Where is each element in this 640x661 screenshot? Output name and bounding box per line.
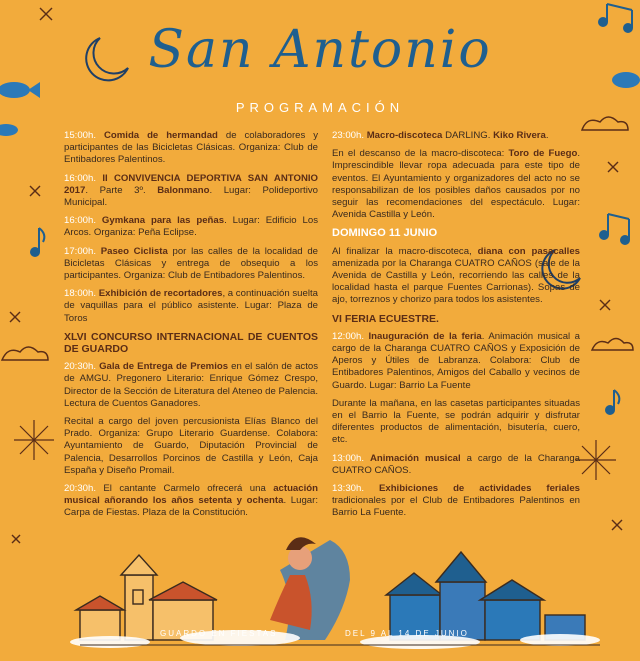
program-entry: En el descanso de la macro-discoteca: Toro de Fuego. Imprescindible llevar ropa adecuada para este tipo de eventos. El Ayuntamiento y organizadores del acto no se responsabilizan de los posibles daños causados por no seguir las recomendaciones del espectáculo. Lugar: Avenida Castilla y León.	[332, 148, 581, 221]
program-entry: 15:00h. Comida de hermandad de colaboradores y participantes de las Bicicletas Clásicas. Organiza: Club de Entibadores Palentinos.	[64, 130, 318, 166]
program-entry: 20:30h. Gala de Entrega de Premios en el salón de actos de AMGU. Pregonero Literario: Enrique Gómez Crespo, Director de la Sección de Literatura del Ateneo de Palencia. Lectura de Cuentos Ganadores.	[64, 361, 318, 409]
music-note-icon	[606, 390, 619, 414]
program-entry: 20:30h. El cantante Carmelo ofrecerá una actuación musical añorando los años setenta y ochenta. Lugar: Carpa de Fiestas. Plaza de la Constitución.	[64, 483, 318, 519]
program-entry: 16:00h. Gymkana para las peñas. Lugar: Edificio Los Arcos. Organiza: Peña Eclipse.	[64, 215, 318, 239]
music-note-icon	[31, 228, 44, 256]
cloud-icon	[592, 339, 633, 351]
program-entry: 13:30h. Exhibiciones de actividades feriales tradicionales por el Club de Entibadores Palentinos en Barrio La Fuente.	[332, 483, 580, 519]
dancer-illustration	[270, 537, 350, 640]
cloud-icon	[2, 347, 48, 360]
music-note-icon	[600, 214, 629, 244]
program-entry: 12:00h. Inauguración de la feria. Animación musical a cargo de la Charanga CUATRO CAÑOS y Exposición de Aperos y Útiles de Labranza. Colabora: Club de Entibadores Palentinos, Amigos del Caballo y vecinos de Guardo. Lugar: Barrio La Fuente	[332, 330, 580, 391]
section-heading: XLVI CONCURSO INTERNACIONAL DE CUENTOS DE GUARDO	[64, 330, 318, 356]
program-entry: 17:00h. Paseo Ciclista por las calles de la localidad de Bicicletas Clásicas y entrega de obsequio a los participantes. Organiza: Club de Entibadores Palentinos.	[64, 245, 319, 282]
program-right-column	[332, 130, 580, 526]
section-heading: VI FERIA ECUESTRE.	[332, 312, 439, 325]
program-left-column	[64, 130, 318, 526]
program-entry: 13:00h. Animación musical a cargo de la Charanga CUATRO CAÑOS.	[332, 452, 581, 476]
page-title: San Antonio	[148, 20, 492, 80]
fish-icon	[0, 124, 18, 136]
program-entry: Al finalizar la macro-discoteca, diana con pasacalles amenizada por la Charanga CUATRO CAÑOS (sale de la Avenida de Castilla y León, recorriendo las calles de la localidad hasta el parque Fuentes Carrionas). Sopas de ajo, torreznos y chorizo para todos los asistentes.	[332, 245, 581, 306]
program-entry: 16:00h. II CONVIVENCIA DEPORTIVA SAN ANTONIO 2017. Parte 3º. Balonmano. Lugar: Polideportivo Municipal.	[64, 172, 318, 209]
cloud-icon	[582, 117, 628, 130]
program-entry: Recital a cargo del joven percusionista Elías Blanco del Prado. Organiza: Grupo Literario Guardense. Colabora: Ayuntamiento de Guardo, Diputación Provincial de Palencia, Desarrollos Porcinos de Castilla y León, Caja España y Diseño Promail.	[64, 416, 318, 476]
program-entry: 23:00h. Macro-discoteca DARLING. Kiko Rivera.	[332, 130, 549, 141]
program-entry: 18:00h. Exhibición de recortadores, a continuación suelta de vaquillas para el público asistente. Lugar: Plaza de Toros	[64, 288, 318, 324]
page-subtitle: PROGRAMACIÓN	[235, 100, 405, 115]
day-heading: DOMINGO 11 JUNIO	[332, 227, 438, 240]
program-entry: Durante la mañana, en las casetas participantes situadas en el Barrio la Fuente, se podrán adquirir y disfrutar diferentes productos de alimentación, bisutería, cuero, etc.	[332, 397, 580, 446]
footer-right-text: DEL 9 AL 14 DE JUNIO	[345, 629, 469, 638]
fish-icon	[0, 82, 40, 98]
village-illustration	[0, 520, 640, 661]
footer-left-text: GUARDO EN FIESTAS	[160, 629, 278, 638]
